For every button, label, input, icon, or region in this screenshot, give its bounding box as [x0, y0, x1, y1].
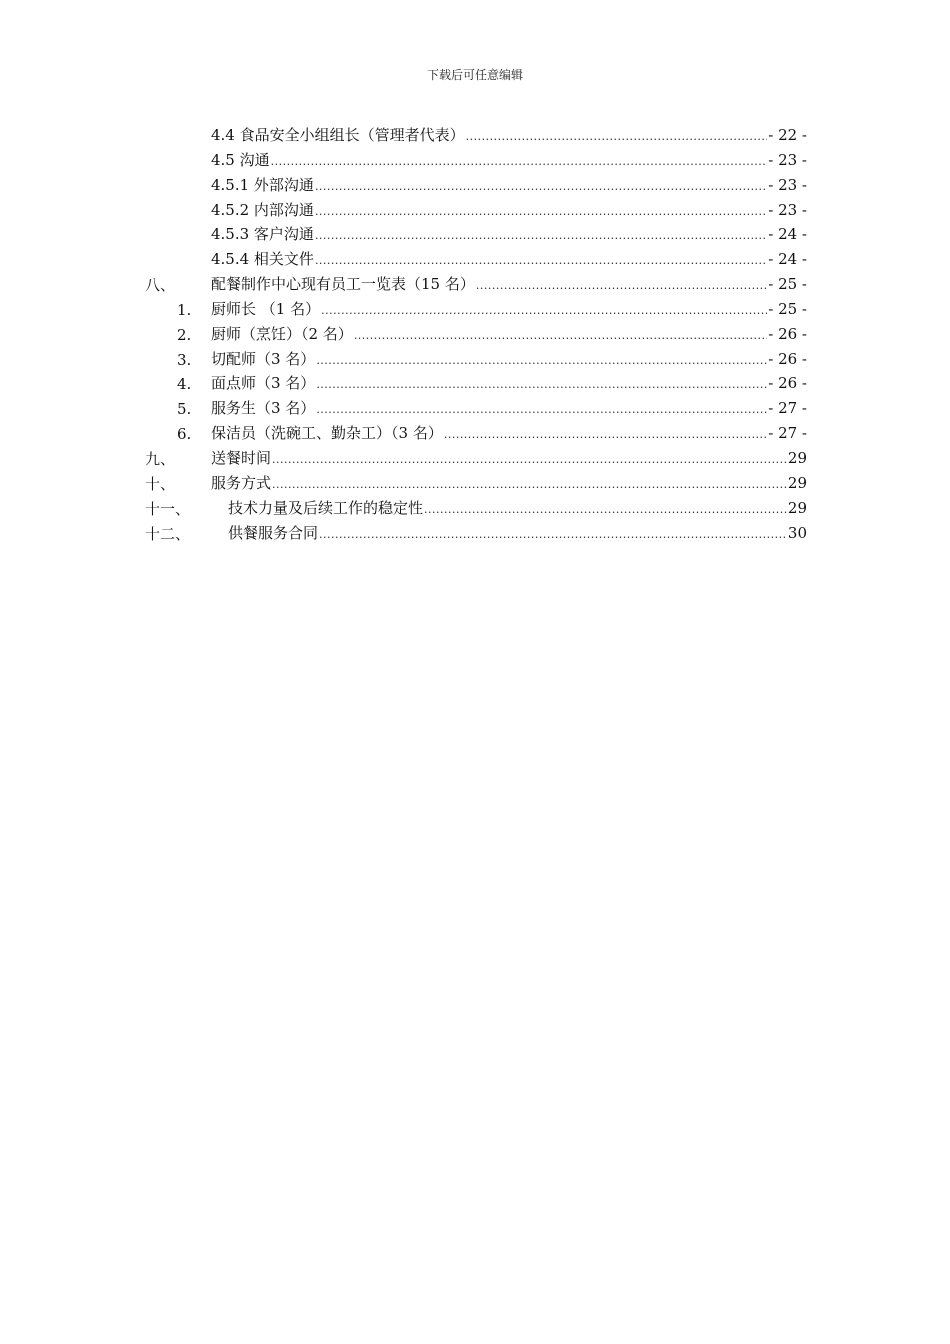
toc-entry[interactable] — [211, 173, 807, 200]
toc-title: 厨师（烹饪）（2 名） — [211, 324, 353, 343]
toc-number: 2. — [177, 325, 192, 344]
toc-number: 九、 — [145, 449, 176, 468]
toc-page-number: - 24 - — [768, 250, 807, 269]
toc-title: 4.5.4 相关文件 — [211, 250, 314, 269]
toc-title: 4.5.1 外部沟通 — [211, 175, 314, 194]
toc-title: 4.5 沟通 — [211, 150, 270, 169]
toc-title: 4.5.3 客户沟通 — [211, 225, 314, 244]
toc-entry[interactable] — [211, 198, 807, 225]
toc-row[interactable] — [145, 522, 807, 547]
toc-number: 十二、 — [145, 524, 191, 543]
toc-page-number: - 23 - — [768, 200, 807, 219]
toc-row[interactable] — [145, 248, 807, 273]
toc-page-number: 29 — [787, 448, 807, 467]
toc-title: 服务方式 — [211, 473, 272, 492]
toc-page-number: - 27 - — [768, 424, 807, 443]
toc-page-number: - 24 - — [768, 225, 807, 244]
toc-dot-leader — [315, 224, 767, 249]
toc-page-number: - 23 - — [768, 175, 807, 194]
toc-row[interactable] — [145, 223, 807, 248]
toc-number: 八、 — [145, 276, 176, 295]
toc-dot-leader — [315, 249, 767, 274]
toc-row[interactable] — [145, 323, 807, 348]
toc-row[interactable] — [145, 472, 807, 497]
toc-page-number: 29 — [787, 498, 807, 517]
toc-page-number: - 25 - — [768, 299, 807, 318]
toc-entry[interactable] — [211, 446, 807, 473]
toc-dot-leader — [424, 498, 787, 523]
toc-number: 4. — [177, 375, 192, 394]
toc-row[interactable] — [145, 174, 807, 199]
page-header: 下载后可任意编辑 — [426, 68, 523, 82]
table-of-contents — [145, 124, 807, 546]
toc-page-number: - 26 - — [768, 324, 807, 343]
toc-entry[interactable] — [211, 222, 807, 249]
toc-page-number: 30 — [787, 523, 807, 542]
toc-title: 技术力量及后续工作的稳定性 — [228, 498, 424, 517]
toc-number: 十一、 — [145, 499, 191, 518]
toc-dot-leader — [319, 523, 787, 548]
toc-title: 保洁员（洗碗工、勤杂工）（3 名） — [211, 424, 443, 443]
toc-row[interactable] — [145, 124, 807, 149]
toc-row[interactable] — [145, 273, 807, 298]
toc-row[interactable] — [145, 497, 807, 522]
toc-page-number: - 25 - — [768, 275, 807, 294]
toc-entry[interactable] — [211, 272, 807, 299]
toc-title: 供餐服务合同 — [228, 523, 319, 542]
toc-row[interactable] — [145, 372, 807, 397]
toc-entry[interactable] — [211, 396, 807, 423]
toc-title: 服务生（3 名） — [211, 399, 316, 418]
toc-entry[interactable] — [211, 371, 807, 398]
toc-page-number: - 22 - — [768, 126, 807, 144]
toc-title: 送餐时间 — [211, 448, 272, 467]
toc-title: 4.5.2 内部沟通 — [211, 200, 314, 219]
toc-row[interactable] — [145, 447, 807, 472]
toc-row[interactable] — [145, 348, 807, 373]
toc-number: 3. — [177, 350, 192, 369]
toc-entry[interactable] — [228, 521, 807, 548]
toc-title: 切配师（3 名） — [211, 349, 316, 368]
toc-dot-leader — [444, 423, 767, 448]
toc-dot-leader — [315, 200, 767, 225]
toc-number: 5. — [177, 400, 192, 419]
toc-entry[interactable] — [211, 322, 807, 349]
toc-dot-leader — [272, 473, 787, 498]
toc-dot-leader — [315, 175, 767, 200]
toc-page-number: - 23 - — [768, 150, 807, 169]
toc-dot-leader — [354, 324, 767, 349]
toc-dot-leader — [321, 299, 767, 324]
toc-entry[interactable] — [211, 123, 807, 150]
toc-dot-leader — [476, 274, 767, 299]
toc-number: 6. — [177, 425, 192, 444]
toc-dot-leader — [272, 448, 787, 473]
toc-dot-leader — [316, 373, 767, 398]
toc-title: 面点师（3 名） — [211, 374, 316, 393]
toc-title: 配餐制作中心现有员工一览表（15 名） — [211, 275, 475, 294]
toc-row[interactable] — [145, 422, 807, 447]
toc-page-number: - 27 - — [768, 399, 807, 418]
toc-dot-leader — [316, 398, 767, 423]
toc-title: 4.4 食品安全小组组长（管理者代表） — [211, 126, 465, 144]
toc-title: 厨师长 （1 名） — [211, 299, 321, 318]
toc-entry[interactable] — [211, 148, 807, 175]
toc-entry[interactable] — [228, 496, 807, 523]
toc-entry[interactable] — [211, 421, 807, 448]
toc-dot-leader — [271, 150, 768, 175]
toc-page-number: - 26 - — [768, 349, 807, 368]
toc-row[interactable] — [145, 397, 807, 422]
toc-entry[interactable] — [211, 297, 807, 324]
toc-row[interactable] — [145, 298, 807, 323]
toc-dot-leader — [316, 349, 767, 374]
toc-entry[interactable] — [211, 471, 807, 498]
toc-page-number: 29 — [787, 473, 807, 492]
toc-dot-leader — [466, 125, 768, 150]
toc-number: 1. — [177, 300, 192, 319]
toc-entry[interactable] — [211, 247, 807, 274]
toc-row[interactable] — [145, 199, 807, 224]
toc-entry[interactable] — [211, 347, 807, 374]
toc-row[interactable] — [145, 149, 807, 174]
toc-number: 十、 — [145, 474, 176, 493]
toc-page-number: - 26 - — [768, 374, 807, 393]
